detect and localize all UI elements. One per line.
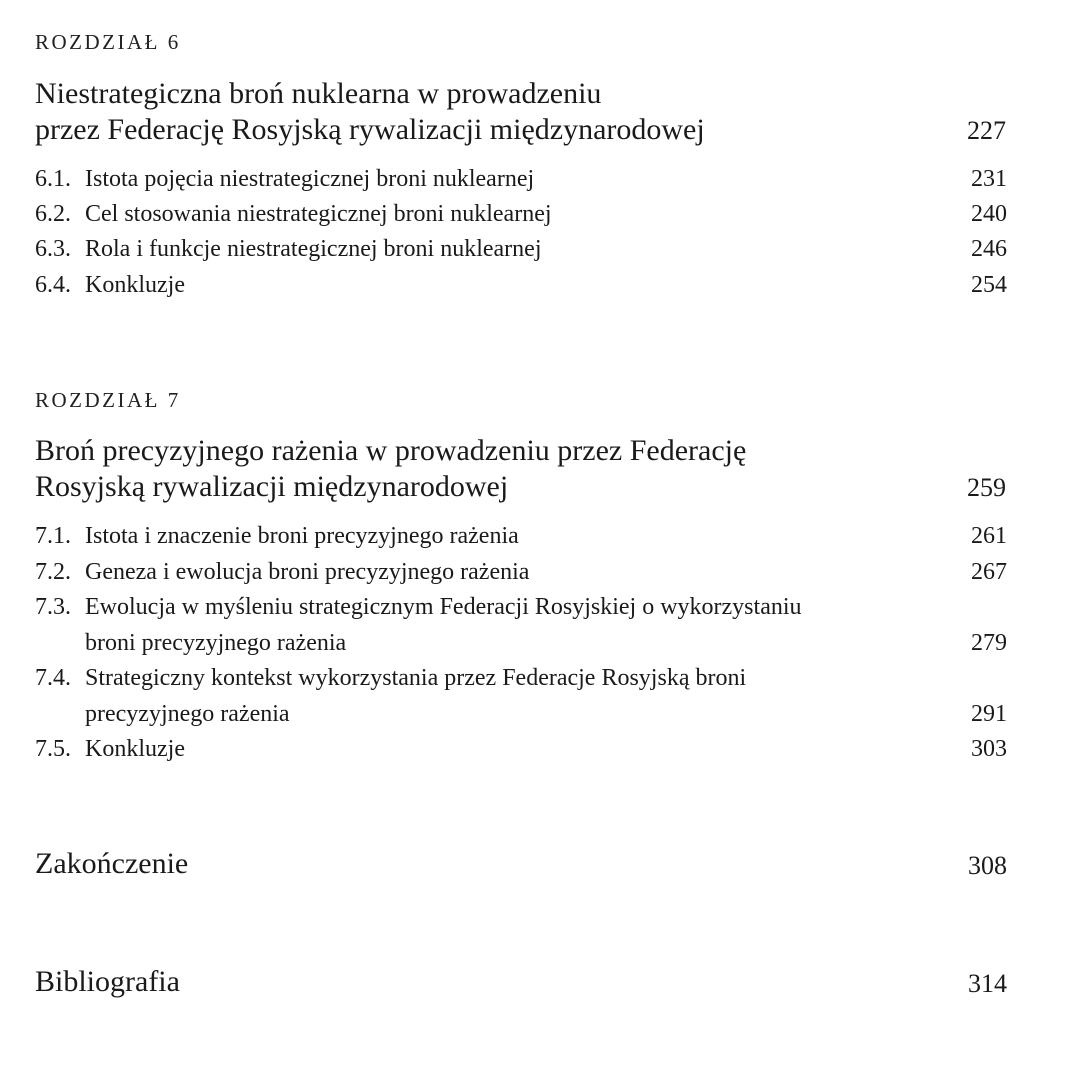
section-title: Cel stosowania niestrategicznej broni nuklearnej: [85, 201, 552, 227]
toc-entry: [35, 555, 1007, 591]
section-number: 7.3.: [35, 594, 71, 620]
toc-entry: [35, 197, 1007, 233]
entry-page-number: 314: [968, 969, 1007, 998]
toc-entry: [35, 519, 1007, 555]
toc-entry: [35, 661, 1007, 732]
chapter-page-number: 227: [967, 116, 1006, 145]
chapter-title-line: Rosyjską rywalizacji międzynarodowej: [35, 470, 509, 503]
toc-entry: [35, 732, 1007, 768]
toc-entry-bibliography: [35, 964, 1007, 1000]
toc-entry-conclusion: [35, 846, 1007, 882]
section-number: 6.3.: [35, 236, 71, 262]
section-number: 6.2.: [35, 201, 71, 227]
entry-title: Bibliografia: [35, 965, 180, 998]
section-title: Istota i znaczenie broni precyzyjnego rażenia: [85, 523, 519, 549]
section-title: Strategiczny kontekst wykorzystania przez Federacje Rosyjską broni: [85, 665, 747, 691]
section-number: 7.1.: [35, 523, 71, 549]
toc-entry: [35, 590, 1007, 661]
section-number: 6.4.: [35, 272, 71, 298]
toc-entry: [35, 162, 1007, 198]
section-page-number: 267: [971, 559, 1007, 585]
section-page-number: 303: [971, 736, 1007, 762]
section-page-number: 279: [971, 629, 1007, 656]
entry-page-number: 308: [968, 851, 1007, 880]
toc-entry: [35, 232, 1007, 268]
chapter-title-line: Broń precyzyjnego rażenia w prowadzeniu przez Federację: [35, 434, 747, 467]
chapter-page-number: 259: [967, 473, 1006, 502]
section-page-number: 261: [971, 523, 1007, 549]
section-page-number: 291: [971, 700, 1007, 727]
section-page-number: 231: [971, 166, 1007, 192]
section-title: Konkluzje: [85, 272, 185, 298]
chapter-title: [35, 433, 1015, 505]
chapter-label: ROZDZIAŁ 7: [35, 388, 181, 412]
section-page-number: 254: [971, 272, 1007, 298]
section-number: 7.5.: [35, 736, 71, 762]
section-page-number: 246: [971, 236, 1007, 262]
section-title: Ewolucja w myśleniu strategicznym Federacji Rosyjskiej o wykorzystaniu: [85, 594, 802, 620]
section-title: Geneza i ewolucja broni precyzyjnego rażenia: [85, 559, 530, 585]
section-number: 7.4.: [35, 665, 71, 691]
chapter-title-line: Niestrategiczna broń nuklearna w prowadzeniu: [35, 77, 602, 110]
chapter-title-line: przez Federację Rosyjską rywalizacji międzynarodowej: [35, 113, 705, 146]
section-title: Rola i funkcje niestrategicznej broni nuklearnej: [85, 236, 542, 262]
chapter-title: [35, 76, 1015, 148]
section-page-number: 240: [971, 201, 1007, 227]
section-number: 7.2.: [35, 559, 71, 585]
section-title-continuation: precyzyjnego rażenia: [85, 700, 290, 727]
chapter-label: ROZDZIAŁ 6: [35, 30, 181, 54]
section-title: Istota pojęcia niestrategicznej broni nuklearnej: [85, 166, 535, 192]
section-number: 6.1.: [35, 166, 71, 192]
toc-entry: [35, 268, 1007, 304]
section-title-continuation: broni precyzyjnego rażenia: [85, 629, 347, 656]
section-title: Konkluzje: [85, 736, 185, 762]
entry-title: Zakończenie: [35, 847, 189, 880]
